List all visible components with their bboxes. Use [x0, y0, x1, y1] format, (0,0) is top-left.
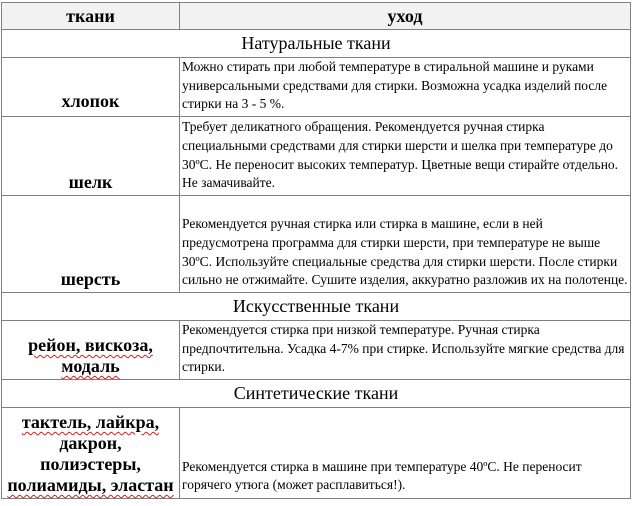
- table-row-synthetic: [2, 407, 631, 498]
- header-fabric: ткани: [2, 3, 180, 30]
- care-text-synthetic: Рекомендуется стирка в машине при температуре 40ºС. Не переносит горячего утюга (может расплавиться!).: [180, 407, 631, 498]
- table-row-rayon: [2, 320, 631, 379]
- fabric-line-synthetic-2: дакрон,: [59, 432, 122, 453]
- fabric-line-rayon-1: рейон, вискоза,: [28, 334, 153, 355]
- section-row-synthetic: [2, 379, 631, 407]
- table-header-row: [2, 3, 631, 30]
- section-title-synthetic: Синтетические ткани: [2, 379, 631, 407]
- fabric-name-cotton: хлопок: [2, 58, 180, 117]
- table-row-cotton: [2, 58, 631, 117]
- fabric-name-synthetic: [2, 407, 180, 498]
- header-care: уход: [180, 3, 631, 30]
- fabric-line-synthetic-1: тактель, лайкра,: [21, 411, 160, 432]
- section-title-natural: Натуральные ткани: [2, 30, 631, 58]
- section-title-artificial: Искусственные ткани: [2, 292, 631, 320]
- care-text-rayon: Рекомендуется стирка при низкой температуре. Ручная стирка предпочтительна. Усадка 4-7% при стирке. Используйте мягкие средства для стирки.: [180, 320, 631, 379]
- section-row-artificial: [2, 292, 631, 320]
- fabric-name-rayon: [2, 320, 180, 379]
- fabric-name-silk: шелк: [2, 116, 180, 195]
- care-text-cotton: Можно стирать при любой температуре в стиральной машине и руками универсальными средствами для стирки. Возможна усадка изделий после стирки на 3 - 5 %.: [180, 58, 631, 117]
- care-text-silk: Требует деликатного обращения. Рекомендуется ручная стирка специальными средствами для стирки шерсти и шелка при температуре до 30ºС. Не переносит высоких температур. Цветные вещи стирайте отдельно. Не замачивайте.: [180, 116, 631, 195]
- fabric-line-synthetic-3: полиэстеры,: [40, 453, 141, 474]
- fabric-line-rayon-2: модаль: [61, 355, 120, 376]
- table-row-silk: [2, 116, 631, 195]
- care-text-wool: Рекомендуется ручная стирка или стирка в машине, если в ней предусмотрена программа для стирки шерсти, при температуре не выше 30ºС. Используйте специальные средства для стирки шерсти. После стирки сильно не отжимайте. Сушите изделия, аккуратно разложив их на полотенце.: [180, 195, 631, 292]
- section-row-natural: [2, 30, 631, 58]
- table-row-wool: [2, 195, 631, 292]
- fabric-name-wool: шерсть: [2, 195, 180, 292]
- fabric-care-table: [1, 2, 631, 499]
- fabric-line-synthetic-4: полиамиды, эластан: [7, 474, 174, 495]
